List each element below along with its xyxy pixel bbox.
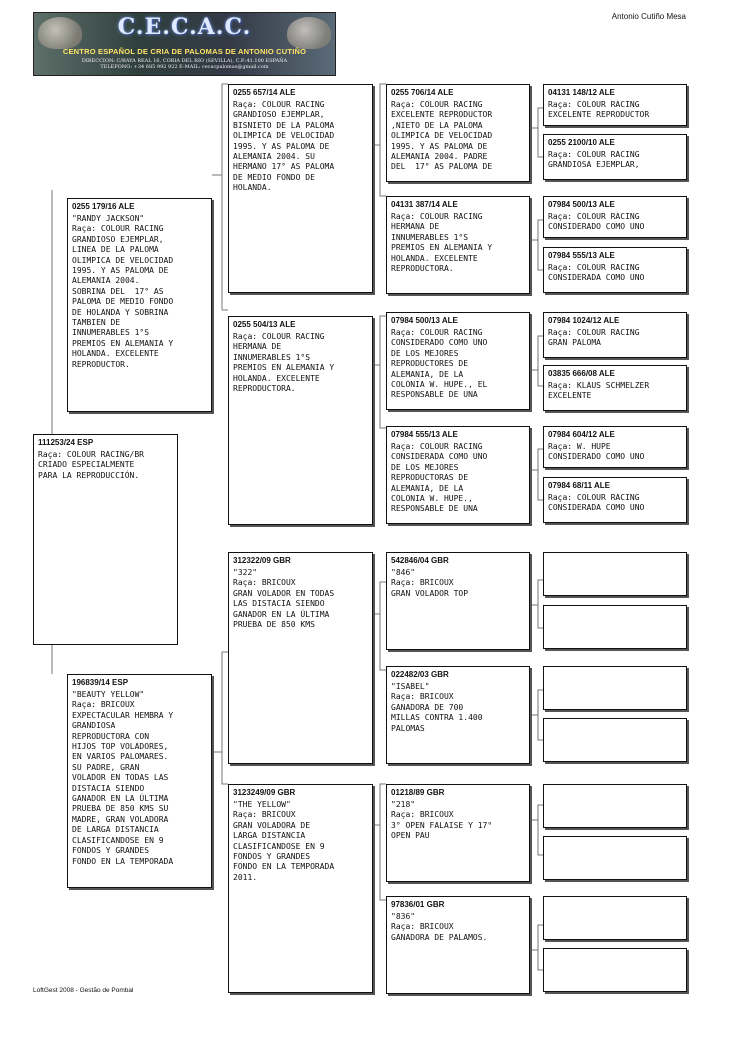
pigeon-description: Raça: COLOUR RACING HERMANA DE INNUMERABLES 1°S PREMIOS EN ALEMANIA Y HOLANDA. EXCELENTE REPRODUCTORA. <box>391 212 493 274</box>
ring-number: 03835 666/08 ALE <box>548 369 615 378</box>
gen4-card-3[interactable] <box>543 196 687 238</box>
ring-number: 07984 604/12 ALE <box>548 430 615 439</box>
ring-number: 0255 504/13 ALE <box>233 320 296 329</box>
pigeon-description: Raça: COLOUR RACING/BR CRIADO ESPECIALMENTE PARA LA REPRODUCCIÓN. <box>38 450 144 480</box>
empty-pedigree-box[interactable] <box>543 718 687 762</box>
gen3-card-2[interactable] <box>386 196 530 294</box>
ring-number: 542846/04 GBR <box>391 556 449 565</box>
sire-dam-card[interactable] <box>228 316 373 525</box>
dam-sire-card[interactable] <box>228 552 373 764</box>
pigeon-description: Raça: COLOUR RACING HERMANA DE INNUMERABLES 1°S PREMIOS EN ALEMANIA Y HOLANDA. EXCELENTE REPRODUCTORA. <box>233 332 335 394</box>
empty-pedigree-box[interactable] <box>543 666 687 710</box>
empty-pedigree-box[interactable] <box>543 896 687 940</box>
pigeon-description: Raça: COLOUR RACING GRAN PALOMA <box>548 328 640 348</box>
pigeon-description: "THE YELLOW" Raça: BRICOUX GRAN VOLADORA DE LARGA DISTANCIA CLASIFICANDOSE EN 9 FONDOS Y GRANDES FONDO EN LA TEMPORADA 2011. <box>233 800 335 882</box>
ring-number: 07984 1024/12 ALE <box>548 316 620 325</box>
dam-card[interactable] <box>67 674 212 888</box>
pigeon-description: Raça: COLOUR RACING EXCELENTE REPRODUCTOR ,NIETO DE LA PALOMA OLIMPICA DE VELOCIDAD 1995. Y AS PALOMA DE ALEMANIA 2004. PADRE DEL 17° AS PALOMA DE <box>391 100 493 172</box>
gen3-card-3[interactable] <box>386 312 530 410</box>
ring-number: 07984 500/13 ALE <box>548 200 615 209</box>
gen3-card-6[interactable] <box>386 666 530 764</box>
pigeon-description: "ISABEL" Raça: BRICOUX GANADORA DE 700 MILLAS CONTRA 1.400 PALOMAS <box>391 682 483 733</box>
pigeon-description: Raça: COLOUR RACING CONSIDERADA COMO UNO DE LOS MEJORES REPRODUCTORAS DE ALEMANIA, DE LA COLONIA W. HUPE., RESPONSABLE DE UNA <box>391 442 488 514</box>
empty-pedigree-box[interactable] <box>543 605 687 649</box>
ring-number: 196839/14 ESP <box>72 678 129 687</box>
pigeon-description: Raça: COLOUR RACING CONSIDERADA COMO UNO <box>548 493 645 513</box>
logo-text: C.E.C.A.C. <box>117 14 252 40</box>
ring-number: 111253/24 ESP <box>38 438 94 447</box>
pigeon-description: "RANDY JACKSON" Raça: COLOUR RACING GRANDIOSO EJEMPLAR, LINEA DE LA PALOMA OLIMPICA DE VELOCIDAD 1995. Y AS PALOMA DE ALEMANIA 2004. SOBRINA DEL 17° AS PALOMA DE MEDIO FONDO DE HOLANDA Y SOBRINA TAMBIEN DE INNUMERABLES 1°S PREMIOS EN ALEMANIA Y HOLANDA. EXCELENTE REPRODUCTOR. <box>72 214 174 369</box>
pigeon-description: "846" Raça: BRICOUX GRAN VOLADOR TOP <box>391 568 469 598</box>
pigeon-description: Raça: COLOUR RACING GRANDIOSA EJEMPLAR, <box>548 150 640 170</box>
pigeon-description: "BEAUTY YELLOW" Raça: BRICOUX EXPECTACULAR HEMBRA Y GRANDIOSA REPRODUCTORA CON HIJOS TOP VOLADORES, EN VARIOS PALOMARES. SU PADRE, GRAN VOLADOR EN TODAS LAS DISTACIA SIENDO GANADOR EN LA ÚLTIMA PRUEBA DE 850 KMS SU MADRE, GRAN VOLADORA DE LARGA DISTANCIA CLASIFICANDOSE EN 9 FONDOS Y GRANDES FONDO EN LA TEMPORADA <box>72 690 174 866</box>
dam-dam-card[interactable] <box>228 784 373 993</box>
ring-number: 07984 555/13 ALE <box>391 430 458 439</box>
ring-number: 07984 555/13 ALE <box>548 251 615 260</box>
pigeon-description: Raça: COLOUR RACING EXCELENTE REPRODUCTOR <box>548 100 650 120</box>
gen4-card-8[interactable] <box>543 477 687 523</box>
ring-number: 04131 148/12 ALE <box>548 88 615 97</box>
gen4-card-1[interactable] <box>543 84 687 126</box>
ring-number: 312322/09 GBR <box>233 556 291 565</box>
gen4-card-6[interactable] <box>543 365 687 411</box>
footer-credit: LoftGest 2008 - Gestão de Pombal <box>33 987 134 994</box>
ring-number: 0255 657/14 ALE <box>233 88 296 97</box>
sire-sire-card[interactable] <box>228 84 373 293</box>
pigeon-description: Raça: COLOUR RACING GRANDIOSO EJEMPLAR, BISNIETO DE LA PALOMA OLIMPICA DE VELOCIDAD 1995. Y AS PALOMA DE ALEMANIA 2004. SU HERMANO 17° AS PALOMA DE MEDIO FONDO DE HOLANDA. <box>233 100 335 193</box>
ring-number: 97836/01 GBR <box>391 900 445 909</box>
gen4-card-4[interactable] <box>543 247 687 293</box>
gen3-card-5[interactable] <box>386 552 530 650</box>
ring-number: 07984 68/11 ALE <box>548 481 610 490</box>
ring-number: 0255 706/14 ALE <box>391 88 454 97</box>
gen4-card-5[interactable] <box>543 312 687 358</box>
ring-number: 0255 2100/10 ALE <box>548 138 615 147</box>
gen3-card-1[interactable] <box>386 84 530 182</box>
ring-number: 0255 179/16 ALE <box>72 202 135 211</box>
pigeon-description: "322" Raça: BRICOUX GRAN VOLADOR EN TODAS LAS DISTACIA SIENDO GANADOR EN LA ÚLTIMA PRUEBA DE 850 KMS <box>233 568 335 630</box>
empty-pedigree-box[interactable] <box>543 784 687 828</box>
empty-pedigree-box[interactable] <box>543 948 687 992</box>
owner-name: Antonio Cutiño Mesa <box>611 12 686 21</box>
gen3-card-7[interactable] <box>386 784 530 882</box>
center-name: CENTRO ESPAÑOL DE CRIA DE PALOMAS DE ANTONIO CUTIÑO <box>62 47 307 56</box>
ring-number: 01218/89 GBR <box>391 788 445 797</box>
pigeon-description: "218" Raça: BRICOUX 3° OPEN FALAISE Y 17° OPEN PAU <box>391 800 493 841</box>
pigeon-description: Raça: COLOUR RACING CONSIDERADO COMO UNO <box>548 212 645 232</box>
ring-number: 04131 387/14 ALE <box>391 200 458 209</box>
gen4-card-7[interactable] <box>543 426 687 468</box>
sire-card[interactable] <box>67 198 212 412</box>
empty-pedigree-box[interactable] <box>543 836 687 880</box>
address-line: DIRECCION: C/RAYA REAL 16, CORIA DEL RIO (SEVILLA), C.P.:41.100 ESPAÑA <box>81 58 288 64</box>
gen4-card-2[interactable] <box>543 134 687 180</box>
pigeon-description: Raça: COLOUR RACING CONSIDERADO COMO UNO DE LOS MEJORES REPRODUCTORES DE ALEMANIA, DE LA COLONIA W. HUPE., EL RESPONSABLE DE UNA <box>391 328 488 400</box>
contact-line: TELEFONO: +34 685 992 922 E-MAIL: cecacpalomas@gmail.com <box>100 64 269 70</box>
empty-pedigree-box[interactable] <box>543 552 687 596</box>
gen3-card-8[interactable] <box>386 896 530 994</box>
pigeon-description: Raça: W. HUPE CONSIDERADO COMO UNO <box>548 442 645 462</box>
ring-number: 022482/03 GBR <box>391 670 449 679</box>
ring-number: 07984 500/13 ALE <box>391 316 458 325</box>
gen3-card-4[interactable] <box>386 426 530 524</box>
pigeon-description: "836" Raça: BRICOUX GANADORA DE PALAMOS. <box>391 912 488 942</box>
pigeon-description: Raça: KLAUS SCHMELZER EXCELENTE <box>548 381 650 401</box>
subject-pigeon-card[interactable] <box>33 434 178 645</box>
ring-number: 3123249/09 GBR <box>233 788 296 797</box>
pigeon-description: Raça: COLOUR RACING CONSIDERADA COMO UNO <box>548 263 645 283</box>
